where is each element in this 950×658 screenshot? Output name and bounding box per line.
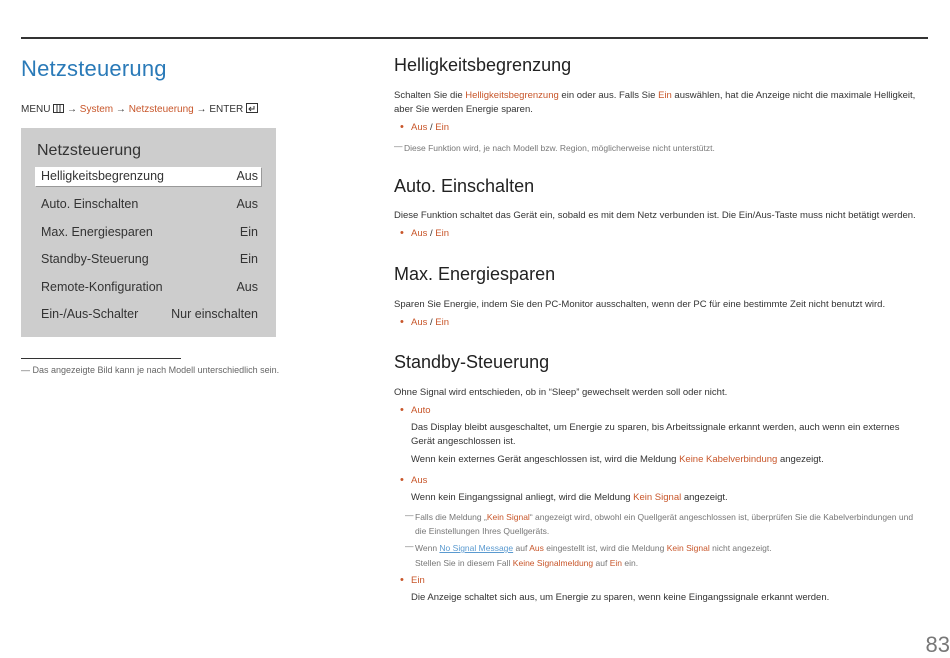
osd-item-standby-steuerung[interactable] bbox=[35, 250, 261, 269]
no-signal-message-link[interactable]: No Signal Message bbox=[439, 543, 514, 553]
left-footnote: ― Das angezeigte Bild kann je nach Modell unterschiedlich sein. bbox=[21, 365, 280, 375]
osd-menu-panel bbox=[21, 128, 276, 337]
hb-note: ― Diese Funktion wird, je nach Modell bzw. Region, möglicherweise nicht unterstützt. bbox=[394, 141, 715, 153]
page-number: 83 bbox=[925, 632, 950, 657]
osd-item-remote-konfiguration[interactable] bbox=[35, 278, 261, 297]
ss-note-1: ― Falls die Meldung „Kein Signal“ angezeigt wird, obwohl ein Quellgerät angeschlossen ist, überprüfen Sie die Kabelverbindungen und die Einstellungen Ihres Quellgeräts. bbox=[405, 510, 914, 536]
ss-note-2: ― Wenn No Signal Message auf Aus eingestellt ist, wird die Meldung Kein Signal nicht angezeigt. bbox=[405, 541, 772, 553]
ss-auto-desc2: Wenn kein externes Gerät angeschlossen ist, wird die Meldung Keine Kabelverbindung angezeigt. bbox=[411, 454, 824, 465]
osd-item-auto-einschalten[interactable] bbox=[35, 195, 261, 214]
heading-auto-einschalten: Auto. Einschalten bbox=[394, 176, 535, 196]
osd-item-value: Aus bbox=[236, 197, 258, 211]
osd-item-ein-aus-schalter[interactable] bbox=[35, 305, 261, 324]
ss-note-3: Stellen Sie in diesem Fall Keine Signalmeldung auf Ein ein. bbox=[415, 558, 639, 568]
heading-max-energiesparen: Max. Energiesparen bbox=[394, 264, 556, 284]
osd-item-max-energiesparen[interactable] bbox=[35, 223, 261, 242]
ae-options: • Aus / Ein bbox=[411, 228, 449, 239]
osd-item-value: Aus bbox=[236, 169, 258, 183]
top-rule bbox=[21, 37, 928, 39]
arrow-1: → bbox=[67, 104, 78, 115]
osd-item-label: Helligkeitsbegrenzung bbox=[41, 169, 164, 183]
ss-ein-desc: Die Anzeige schaltet sich aus, um Energie zu sparen, wenn keine Eingangssignale erkannt werden. bbox=[411, 592, 830, 603]
footnote-rule bbox=[21, 358, 181, 359]
page-title: Netzsteuerung bbox=[21, 56, 167, 81]
hb-options: • Aus / Ein bbox=[411, 122, 449, 133]
hb-paragraph: Schalten Sie die Helligkeitsbegrenzung ein oder aus. Falls Sie Ein auswählen, hat die Anzeige nicht die maximale Helligkeit, aber Sie werden Energie sparen. bbox=[394, 90, 916, 115]
me-options: • Aus / Ein bbox=[411, 317, 449, 328]
ss-auto-desc: Das Display bleibt ausgeschaltet, um Energie zu sparen, bis Arbeitssignale erkannt werden, auch wenn ein externes Gerät angeschlossen ist. bbox=[411, 422, 900, 447]
osd-item-value: Nur einschalten bbox=[171, 307, 258, 321]
ss-aus-label: • Aus bbox=[411, 475, 427, 486]
ae-paragraph: Diese Funktion schaltet das Gerät ein, sobald es mit dem Netz verbunden ist. Die Ein/Aus-Taste muss nicht betätigt werden. bbox=[394, 210, 916, 221]
arrow-2: → bbox=[115, 104, 126, 115]
menu-label: MENU bbox=[21, 104, 51, 115]
osd-item-value: Aus bbox=[236, 280, 258, 294]
menu-system: System bbox=[79, 104, 114, 115]
osd-item-helligkeitsbegrenzung[interactable] bbox=[35, 167, 261, 186]
osd-item-label: Ein-/Aus-Schalter bbox=[41, 307, 139, 321]
osd-title: Netzsteuerung bbox=[37, 142, 142, 159]
ss-auto-label: • Auto bbox=[411, 405, 431, 416]
enter-icon bbox=[246, 103, 259, 116]
ss-ein-label: • Ein bbox=[411, 575, 425, 586]
heading-standby-steuerung: Standby-Steuerung bbox=[394, 352, 550, 372]
osd-item-value: Ein bbox=[239, 225, 258, 239]
arrow-3: → bbox=[196, 104, 207, 115]
enter-label: ENTER bbox=[209, 104, 244, 115]
heading-helligkeitsbegrenzung: Helligkeitsbegrenzung bbox=[394, 55, 572, 75]
osd-item-label: Auto. Einschalten bbox=[41, 197, 139, 211]
osd-item-label: Max. Energiesparen bbox=[41, 225, 153, 239]
ss-paragraph: Ohne Signal wird entschieden, ob in “Sleep” gewechselt werden soll oder nicht. bbox=[394, 387, 728, 398]
ss-aus-desc: Wenn kein Eingangssignal anliegt, wird die Meldung Kein Signal angezeigt. bbox=[411, 492, 728, 503]
osd-item-label: Standby-Steuerung bbox=[41, 252, 149, 266]
menu-netzsteuerung: Netzsteuerung bbox=[128, 104, 194, 115]
osd-item-label: Remote-Konfiguration bbox=[41, 280, 163, 294]
osd-item-value: Ein bbox=[239, 252, 258, 266]
menu-path bbox=[21, 103, 259, 116]
me-paragraph: Sparen Sie Energie, indem Sie den PC-Monitor ausschalten, wenn der PC für eine bestimmte Zeit nicht benutzt wird. bbox=[394, 299, 886, 310]
menu-grid-icon bbox=[53, 104, 64, 116]
